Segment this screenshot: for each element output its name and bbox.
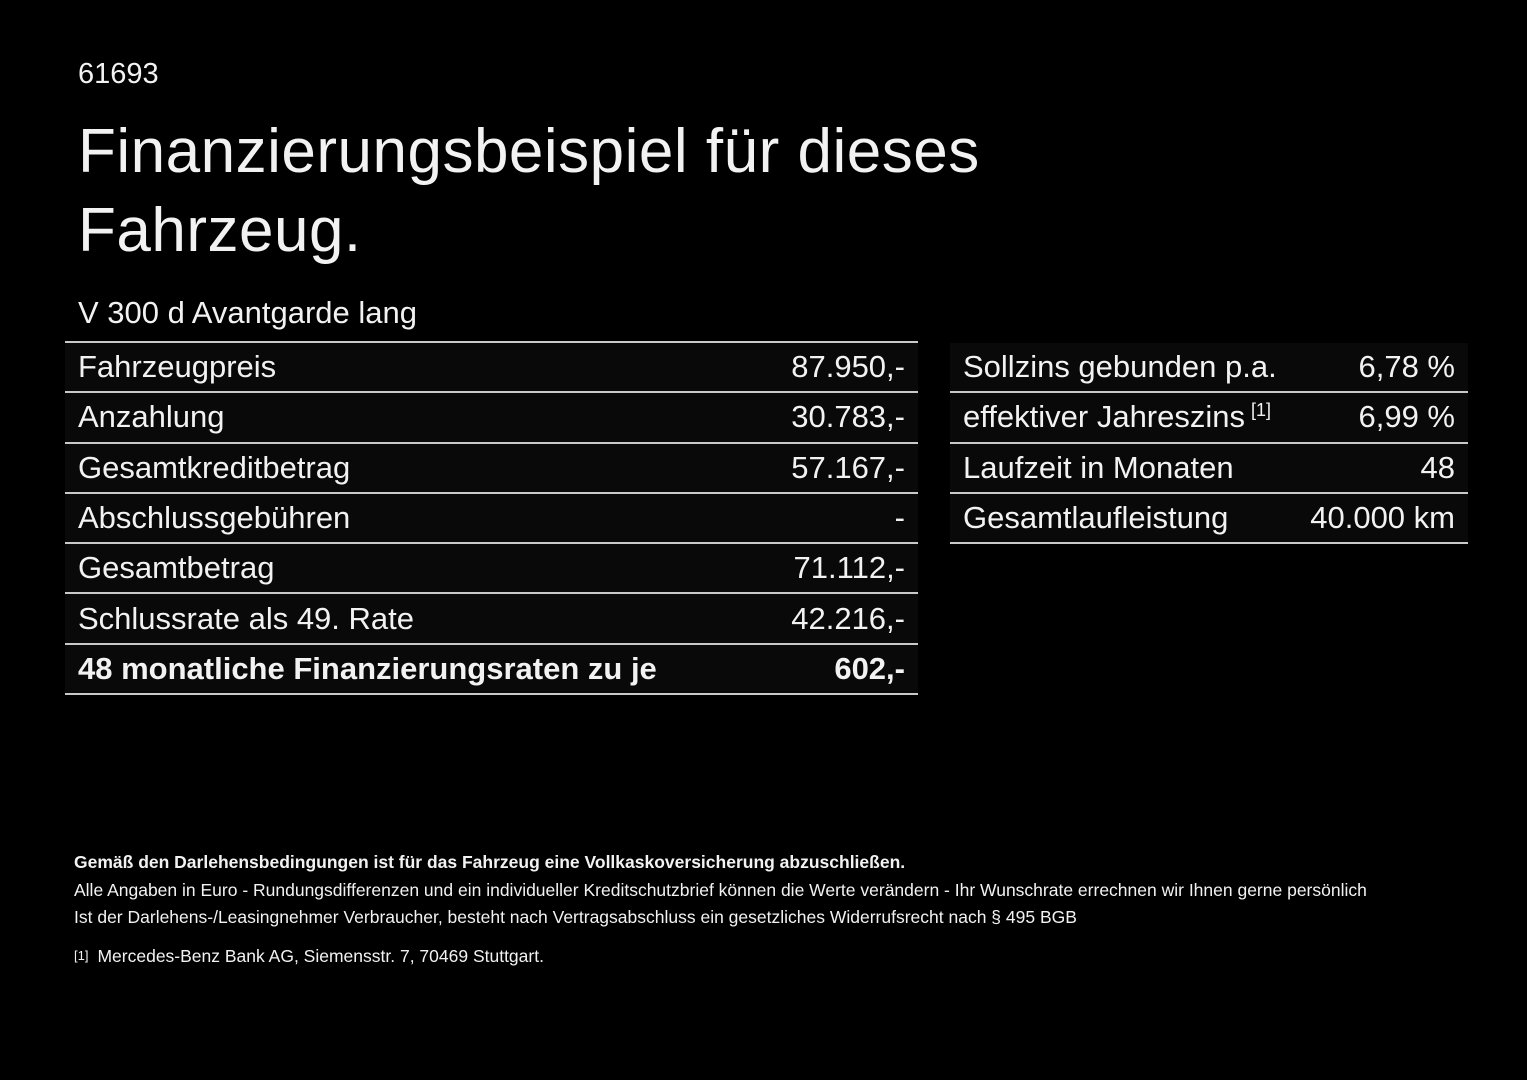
table-row-gesamtlaufleistung [950,494,1468,544]
financing-table [65,341,918,695]
row-value: 71.112,- [793,550,905,586]
row-value: 602,- [834,650,905,686]
table-row-gesamtkreditbetrag [65,444,918,494]
vehicle-model: V 300 d Avantgarde lang [78,295,417,330]
row-label: Abschlussgebühren [78,500,351,536]
row-label: Anzahlung [78,399,225,435]
row-label: Gesamtkreditbetrag [78,449,351,485]
table-row-monatsrate [65,645,918,695]
table-row-sollzins [950,343,1468,393]
row-value: 6,78 % [1358,349,1455,385]
footer-insurance-note: Gemäß den Darlehensbedingungen ist für das Fahrzeug eine Vollkaskoversicherung abzuschließen. [74,852,906,872]
row-value: 48 [1420,449,1455,485]
footer-disclaimer: Alle Angaben in Euro - Rundungsdifferenzen und ein individueller Kreditschutzbrief können die Werte verändern - Ihr Wunschrate errechnen wir Ihnen gerne persönlich [74,879,1367,900]
page-title: Finanzierungsbeispiel für dieses Fahrzeug. [78,117,980,265]
row-label: Sollzins gebunden p.a. [963,349,1277,385]
row-value: 30.783,- [791,399,905,435]
offer-number: 61693 [78,58,159,90]
footnote-text: Mercedes-Benz Bank AG, Siemensstr. 7, 70469 Stuttgart. [97,945,544,966]
row-label: Schlussrate als 49. Rate [78,600,415,636]
table-row-abschlussgebuehren [65,494,918,544]
table-row-laufzeit [950,444,1468,494]
row-label: Laufzeit in Monaten [963,449,1234,485]
table-row-effektiver-jahreszins [950,393,1468,443]
row-value: 57.167,- [791,449,905,485]
row-value: 87.950,- [791,349,905,385]
row-value: - [894,500,905,536]
footnote-marker: [1] [74,947,89,963]
table-row-schlussrate [65,594,918,644]
table-row-fahrzeugpreis [65,343,918,393]
row-label: Gesamtlaufleistung [963,500,1229,536]
row-label: Gesamtbetrag [78,550,275,586]
footnote [74,943,1459,972]
table-row-anzahlung [65,393,918,443]
conditions-table [950,341,1468,544]
footer-withdrawal-note: Ist der Darlehens-/Leasingnehmer Verbraucher, besteht nach Vertragsabschluss ein gesetzliches Widerrufsrecht nach § 495 BGB [74,907,1077,927]
row-label-text: effektiver Jahreszins [963,399,1245,435]
footnote-reference: [1] [1251,400,1272,421]
row-label: 48 monatliche Finanzierungsraten zu je [78,650,657,686]
row-value: 6,99 % [1358,399,1455,435]
row-label [963,399,1271,435]
row-value: 40.000 km [1310,500,1455,536]
row-label: Fahrzeugpreis [78,349,277,385]
table-row-gesamtbetrag [65,544,918,594]
legal-footer [74,849,1459,971]
row-value: 42.216,- [791,600,905,636]
